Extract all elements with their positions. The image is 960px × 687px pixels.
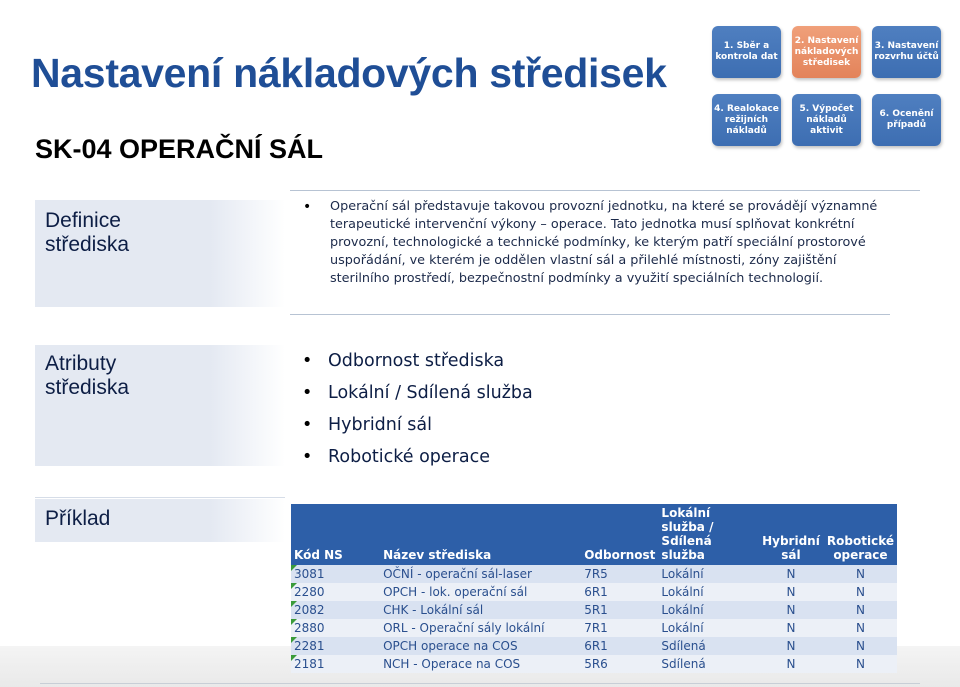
cell-hybrid: N <box>786 603 796 617</box>
cell-specialty: 6R1 <box>584 639 608 653</box>
cell-flag-icon <box>291 601 297 607</box>
step-3-button[interactable] <box>872 26 941 78</box>
attributes-label <box>35 345 285 466</box>
cell-flag-icon <box>291 637 297 643</box>
attribute-item: • Hybridní sál <box>300 409 533 441</box>
table-row <box>291 601 897 619</box>
attributes-label-line2: střediska <box>45 376 130 399</box>
cell-code: 2181 <box>291 655 380 673</box>
cell-service: Lokální <box>661 621 704 635</box>
table-row <box>291 655 897 673</box>
example-label <box>35 499 285 542</box>
divider-middle <box>290 314 890 315</box>
step-6-label: 6. Ocenění případů <box>879 109 934 130</box>
header-robotic-line2: operace <box>833 548 888 562</box>
cell-name: OPCH operace na COS <box>383 639 518 653</box>
cell-specialty: 5R6 <box>584 657 608 671</box>
cell-robotic: N <box>855 657 865 671</box>
header-hybrid-line2: sál <box>781 548 801 562</box>
table-row <box>291 619 897 637</box>
cell-code: 2280 <box>291 583 380 601</box>
attribute-item: • Odbornost střediska <box>300 345 533 377</box>
cell-service: Lokální <box>661 603 704 617</box>
cell-service: Sdílená <box>661 657 706 671</box>
cell-hybrid: N <box>786 621 796 635</box>
cell-specialty: 6R1 <box>584 585 608 599</box>
cell-flag-icon <box>291 655 297 661</box>
attribute-item: • Robotické operace <box>300 441 533 473</box>
cell-name: OPCH - lok. operační sál <box>383 585 528 599</box>
step-1-button[interactable] <box>712 26 781 78</box>
cell-hybrid: N <box>786 567 796 581</box>
definition-label-line1: Definice <box>45 209 121 232</box>
cell-service: Lokální <box>661 585 704 599</box>
cell-code: 3081 <box>291 565 380 583</box>
step-2-button[interactable] <box>792 26 861 78</box>
cell-robotic: N <box>855 621 865 635</box>
definition-label <box>35 200 285 307</box>
header-specialty: Odbornost <box>584 548 656 562</box>
cell-robotic: N <box>855 567 865 581</box>
table-row <box>291 583 897 601</box>
cell-robotic: N <box>855 585 865 599</box>
cell-service: Lokální <box>661 567 704 581</box>
attributes-list <box>300 345 533 473</box>
step-1-label: 1. Sběr a kontrola dat <box>715 41 778 62</box>
step-2-label: 2. Nastavení nákladových středisek <box>794 35 859 68</box>
definition-label-line2: střediska <box>45 233 130 256</box>
attribute-item: • Lokální / Sdílená služba <box>300 377 533 409</box>
cell-service: Sdílená <box>661 639 706 653</box>
step-3-label: 3. Nastavení rozvrhu účtů <box>874 41 939 62</box>
cell-name: ORL - Operační sály lokální <box>383 621 545 635</box>
step-5-label: 5. Výpočet nákladů aktivit <box>799 103 854 136</box>
header-hybrid <box>758 504 824 565</box>
step-4-button[interactable] <box>712 94 781 146</box>
header-hybrid-line1: Hybridní <box>762 534 820 548</box>
page-title: Nastavení nákladových středisek <box>31 50 667 96</box>
cell-robotic: N <box>855 603 865 617</box>
cell-specialty: 7R1 <box>584 621 608 635</box>
example-label-text: Příklad <box>45 507 111 530</box>
header-robotic-line1: Robotické <box>826 534 894 548</box>
cell-hybrid: N <box>786 657 796 671</box>
header-service-line1: Lokální služba / <box>661 506 714 534</box>
step-6-button[interactable] <box>872 94 941 146</box>
header-name: Název střediska <box>383 548 492 562</box>
cell-hybrid: N <box>786 639 796 653</box>
cell-robotic: N <box>855 639 865 653</box>
cell-flag-icon <box>291 583 297 589</box>
page-subtitle: SK-04 OPERAČNÍ SÁL <box>35 134 324 164</box>
cell-code: 2082 <box>291 601 380 619</box>
cell-name: CHK - Lokální sál <box>383 603 484 617</box>
header-service <box>658 504 758 565</box>
cell-name: OČNÍ - operační sál-laser <box>383 567 532 581</box>
cell-code: 2880 <box>291 619 380 637</box>
table-row <box>291 637 897 655</box>
cell-code: 2281 <box>291 637 380 655</box>
table-row <box>291 565 897 583</box>
cell-hybrid: N <box>786 585 796 599</box>
table-header-row <box>291 504 897 565</box>
header-service-line2: Sdílená služba <box>661 534 712 562</box>
example-table <box>291 504 897 673</box>
cell-specialty: 7R5 <box>584 567 608 581</box>
cell-flag-icon <box>291 565 297 571</box>
header-robotic <box>824 504 897 565</box>
definition-text: • Operační sál představuje takovou provozní jednotku, na které se provádějí významné terapeutické intervenční výkony – operace. Tato jednotka musí splňovat konkrétní provozní, technologické a technické podmínky, ke kterým patří speciální prostorové uspořádání, ve kterém je oddělen vlastní sál a přilehlé místnosti, zóny zajištění sterilního prostředí, bezpečnostní podmínky a využití speciálních technologií. <box>300 198 890 288</box>
cell-name: NCH - Operace na COS <box>383 657 521 671</box>
step-4-label: 4. Realokace režijních nákladů <box>714 103 779 136</box>
cell-flag-icon <box>291 619 297 625</box>
step-5-button[interactable] <box>792 94 861 146</box>
bottom-divider <box>40 683 920 684</box>
header-code: Kód NS <box>294 548 343 562</box>
divider-top <box>290 190 920 191</box>
divider-bottom <box>35 497 285 498</box>
attributes-label-line1: Atributy <box>45 352 117 375</box>
cell-specialty: 5R1 <box>584 603 608 617</box>
definition-list <box>300 198 890 288</box>
